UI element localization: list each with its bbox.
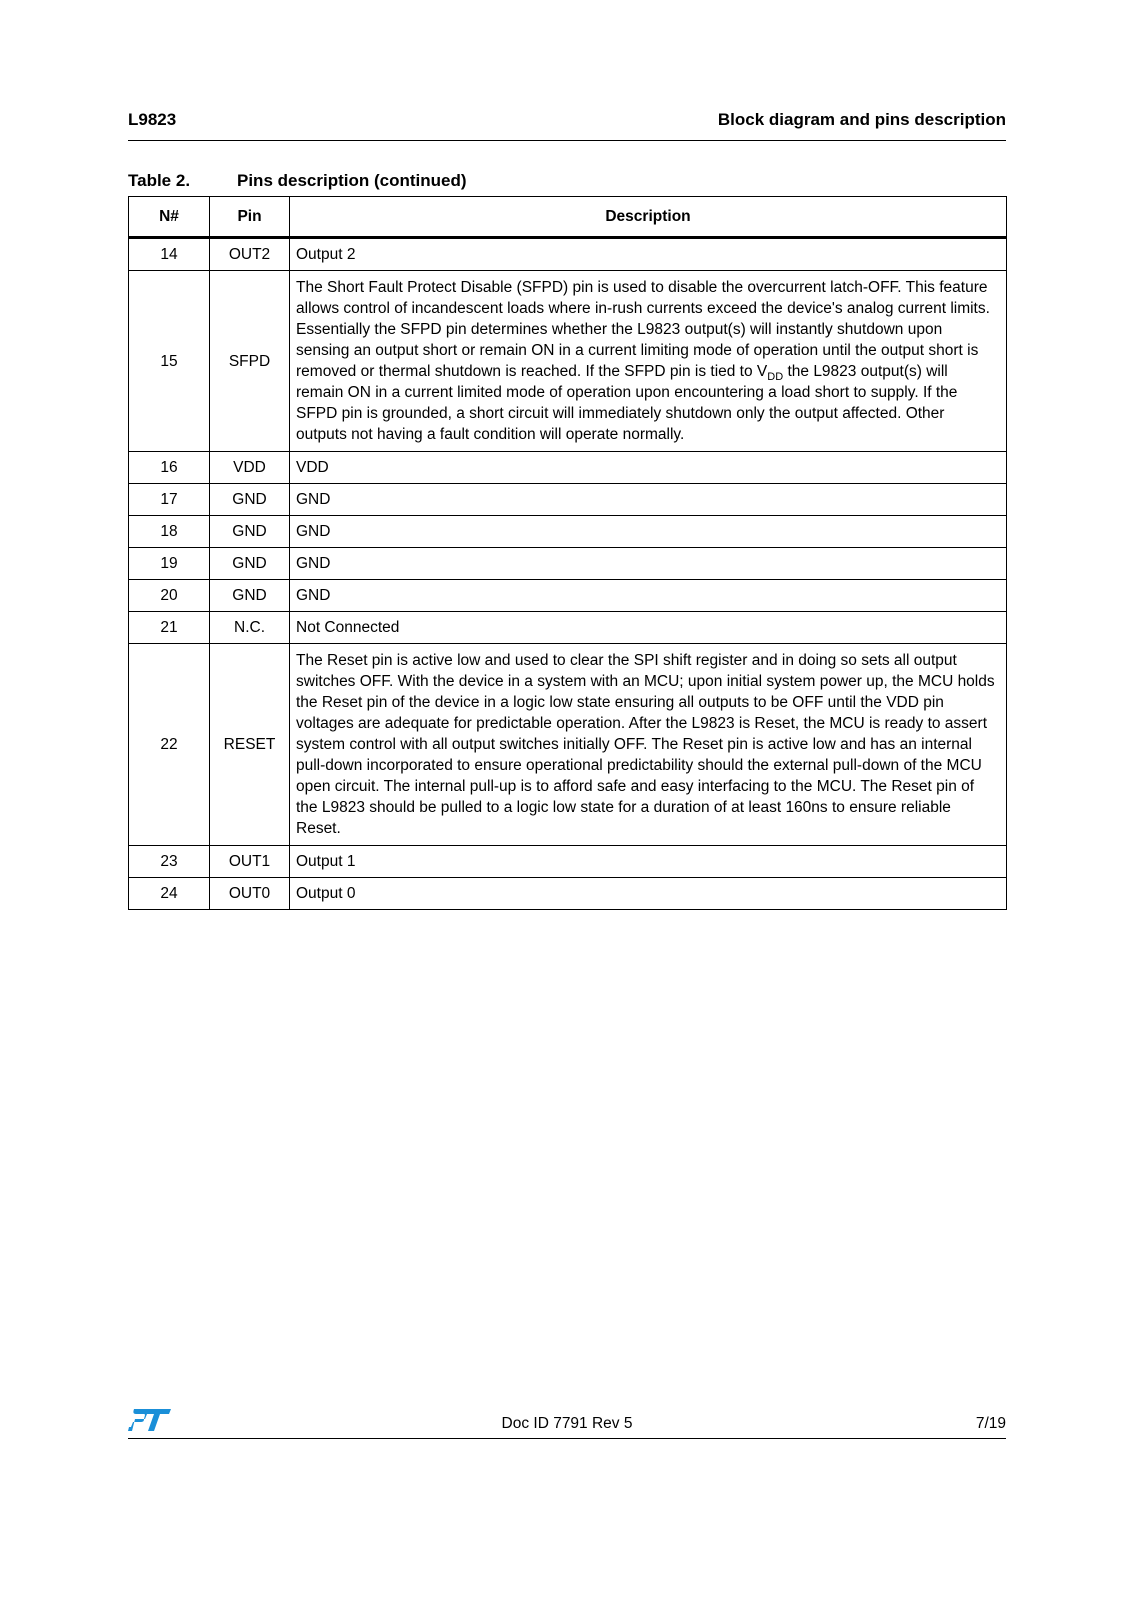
- pins-description-table: [128, 196, 1007, 910]
- pin-description-cell: GND: [290, 484, 1007, 516]
- table-row: [129, 484, 1007, 516]
- header-part-number: L9823: [128, 110, 177, 129]
- table-row: [129, 271, 1007, 452]
- table-caption: [128, 171, 467, 191]
- pin-number-cell: 17: [129, 484, 210, 516]
- pin-name-cell: GND: [210, 516, 290, 548]
- description-text: The Short Fault Protect Disable (SFPD) pin is used to disable the overcurrent latch-OFF. This feature allows control of incandescent loads where in-rush currents exceed the device's analog current limits. Essentially the SFPD pin determines whether the L9823 output(s) will instantly shutdown upon sensing an output short or remain ON in a current limiting mode of operation until the output short is removed or thermal shutdown is reached. If the SFPD pin is tied to V: [296, 279, 990, 380]
- pin-number-cell: 24: [129, 878, 210, 910]
- footer-doc-id: Doc ID 7791 Rev 5: [501, 1415, 633, 1432]
- column-header-number: N#: [129, 197, 210, 238]
- pin-number-cell: 15: [129, 271, 210, 452]
- header-section-title: Block diagram and pins description: [717, 110, 1006, 129]
- pin-description-cell: [290, 271, 1007, 452]
- page-header: [128, 110, 1006, 141]
- description-text: the L9823 output(s) will remain ON in a current limited mode of operation upon encountering a load short to supply. If the SFPD pin is grounded, a short circuit will immediately shutdown only the output affected. Other outputs not having a fault condition will operate normally.: [296, 363, 958, 443]
- pin-number-cell: 23: [129, 846, 210, 878]
- pin-name-cell: GND: [210, 580, 290, 612]
- pin-name-cell: RESET: [210, 644, 290, 846]
- pin-name-cell: GND: [210, 484, 290, 516]
- table-header-row: [129, 197, 1007, 238]
- pin-description-cell: The Reset pin is active low and used to clear the SPI shift register and in doing so sets all output switches OFF. With the device in a system with an MCU; upon initial system power up, the MCU holds the Reset pin of the device in a logic low state ensuring all outputs to be OFF until the VDD pin voltages are adequate for predictable operation. After the L9823 is Reset, the MCU is ready to assert system control with all output switches initially OFF. The Reset pin is active low and has an internal pull-down incorporated to ensure operational predictability should the external pull-down of the MCU open circuit. The internal pull-up is to afford safe and easy interfacing to the MCU. The Reset pin of the L9823 should be pulled to a logic low state for a duration of at least 160ns to ensure reliable Reset.: [290, 644, 1007, 846]
- pin-description-cell: Output 0: [290, 878, 1007, 910]
- column-header-pin: Pin: [210, 197, 290, 238]
- column-header-description: Description: [290, 197, 1007, 238]
- table-row: [129, 580, 1007, 612]
- pin-name-cell: N.C.: [210, 612, 290, 644]
- pin-description-cell: VDD: [290, 452, 1007, 484]
- pin-name-cell: OUT1: [210, 846, 290, 878]
- table-row: [129, 644, 1007, 846]
- table-row: [129, 548, 1007, 580]
- pin-description-cell: Output 2: [290, 238, 1007, 271]
- pin-name-cell: OUT2: [210, 238, 290, 271]
- pin-number-cell: 21: [129, 612, 210, 644]
- vdd-subscript: DD: [767, 371, 784, 383]
- pin-number-cell: 14: [129, 238, 210, 271]
- table-row: [129, 846, 1007, 878]
- pin-description-cell: Not Connected: [290, 612, 1007, 644]
- table-row: [129, 878, 1007, 910]
- table-caption-number: Table 2.: [128, 171, 191, 190]
- pin-description-cell: GND: [290, 580, 1007, 612]
- table-row: [129, 452, 1007, 484]
- pin-name-cell: OUT0: [210, 878, 290, 910]
- pin-number-cell: 16: [129, 452, 210, 484]
- table-row: [129, 238, 1007, 271]
- pin-description-cell: GND: [290, 516, 1007, 548]
- pin-name-cell: GND: [210, 548, 290, 580]
- pin-description-cell: GND: [290, 548, 1007, 580]
- pin-name-cell: VDD: [210, 452, 290, 484]
- pin-number-cell: 18: [129, 516, 210, 548]
- pin-name-cell: SFPD: [210, 271, 290, 452]
- page-footer: [128, 1412, 1006, 1439]
- footer-page-number: 7/19: [975, 1415, 1006, 1432]
- pin-number-cell: 19: [129, 548, 210, 580]
- pin-number-cell: 20: [129, 580, 210, 612]
- pin-number-cell: 22: [129, 644, 210, 846]
- table-row: [129, 516, 1007, 548]
- table-caption-title: Pins description (continued): [237, 171, 467, 190]
- pin-description-cell: Output 1: [290, 846, 1007, 878]
- table-row: [129, 612, 1007, 644]
